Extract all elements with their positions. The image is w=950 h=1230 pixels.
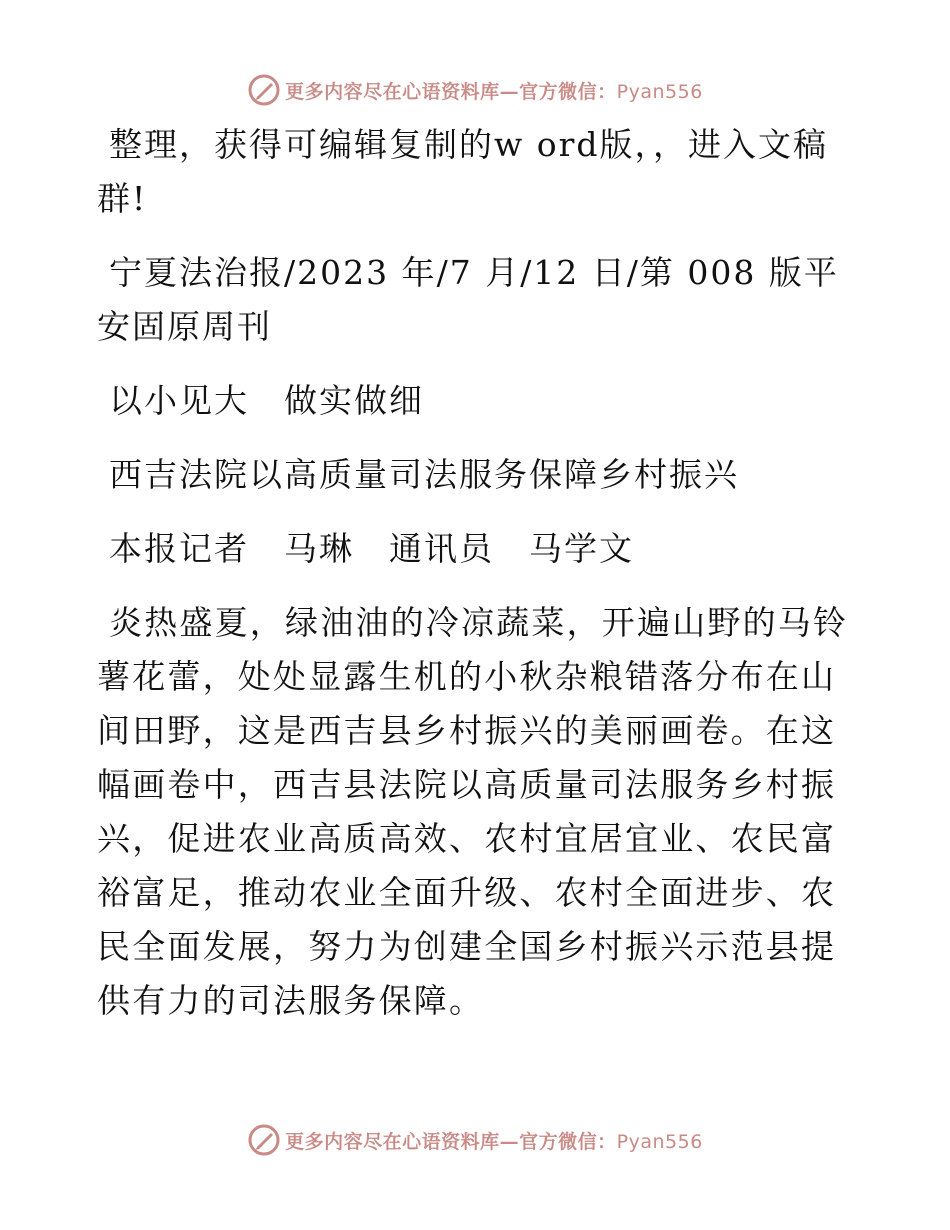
byline: 本报记者 马琳 通讯员 马学文 — [109, 529, 634, 568]
document-body — [97, 118, 857, 1048]
headline: 西吉法院以高质量司法服务保障乡村振兴 — [109, 455, 739, 494]
watermark-text: 更多内容尽在心语资料库—官方微信：Pyan556 — [285, 1130, 703, 1153]
quill-logo-icon — [247, 73, 281, 107]
footer-watermark — [0, 1120, 950, 1160]
intro-paragraph: 整理，获得可编辑复制的w ord版，，进入文稿群! — [97, 125, 829, 218]
article-paragraph: 炎热盛夏，绿油油的冷凉蔬菜，开遍山野的马铃薯花蕾，处处显露生机的小秋杂粮错落分布在山间田野，这是西吉县乡村振兴的美丽画卷。在这幅画卷中，西吉县法院以高质量司法服务乡村振兴，促进农业高质高效、农村宜居宜业、农民富裕富足，推动农业全面升级、农村全面进步、农民全面发展，努力为创建全国乡村振兴示范县提供有力的司法服务保障。 — [97, 603, 849, 1020]
watermark-text: 更多内容尽在心语资料库—官方微信：Pyan556 — [285, 80, 703, 103]
headline-kicker: 以小见大 做实做细 — [109, 381, 424, 420]
source-line: 宁夏法治报/2023 年/7 月/12 日/第 008 版平安固原周刊 — [97, 253, 839, 346]
quill-logo-icon — [247, 1123, 281, 1157]
header-watermark — [0, 70, 950, 110]
watermark-wechat-id: Pyan556 — [616, 1130, 703, 1153]
watermark-wechat-id: Pyan556 — [616, 80, 703, 103]
